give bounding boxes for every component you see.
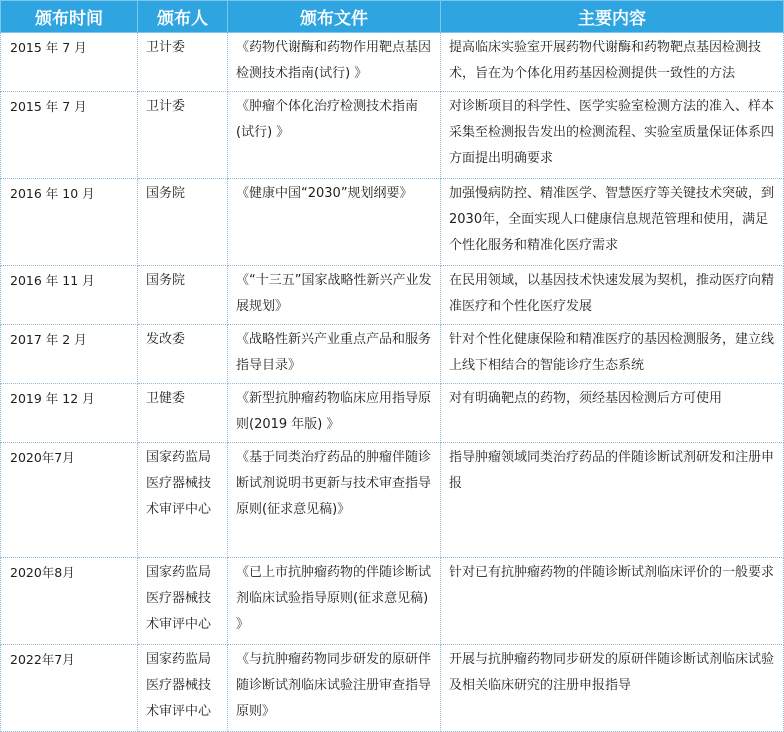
header-issuer: 颁布人 <box>138 1 228 33</box>
cell-document: 《肿瘤个体化治疗检测技术指南(试行) 》 <box>228 92 441 179</box>
cell-date: 2022年7月 <box>1 645 138 732</box>
cell-date: 2015 年 7 月 <box>1 92 138 179</box>
table-row <box>1 266 784 325</box>
cell-content: 开展与抗肿瘤药物同步研发的原研伴随诊断试剂临床试验及相关临床研究的注册申报指导 <box>441 645 784 732</box>
cell-content: 针对已有抗肿瘤药物的伴随诊断试剂临床评价的一般要求 <box>441 558 784 645</box>
table-row <box>1 33 784 92</box>
table-row <box>1 92 784 179</box>
header-content: 主要内容 <box>441 1 784 33</box>
cell-content: 对诊断项目的科学性、医学实验室检测方法的准入、样本采集至检测报告发出的检测流程、实验室质量保证体系四方面提出明确要求 <box>441 92 784 179</box>
cell-document: 《已上市抗肿瘤药物的伴随诊断试剂临床试验指导原则(征求意见稿) 》 <box>228 558 441 645</box>
cell-issuer: 卫计委 <box>138 92 228 179</box>
cell-content: 在民用领域，以基因技术快速发展为契机，推动医疗向精准医疗和个性化医疗发展 <box>441 266 784 325</box>
cell-date: 2015 年 7 月 <box>1 33 138 92</box>
cell-document: 《健康中国“2030”规划纲要》 <box>228 179 441 266</box>
cell-issuer: 发改委 <box>138 325 228 384</box>
header-date: 颁布时间 <box>1 1 138 33</box>
table-row <box>1 443 784 558</box>
cell-content: 提高临床实验室开展药物代谢酶和药物靶点基因检测技术，旨在为个体化用药基因检测提供一致性的方法 <box>441 33 784 92</box>
cell-document: 《新型抗肿瘤药物临床应用指导原则(2019 年版) 》 <box>228 384 441 443</box>
cell-issuer: 国家药监局医疗器械技术审评中心 <box>138 443 228 558</box>
cell-issuer: 国家药监局医疗器械技术审评中心 <box>138 558 228 645</box>
cell-issuer: 卫健委 <box>138 384 228 443</box>
cell-content: 加强慢病防控、精准医学、智慧医疗等关键技术突破，到 2030年，全面实现人口健康信息规范管理和使用，满足个性化服务和精准化医疗需求 <box>441 179 784 266</box>
cell-document: 《基于同类治疗药品的肿瘤伴随诊断试剂说明书更新与技术审查指导原则(征求意见稿)》 <box>228 443 441 558</box>
table-row <box>1 558 784 645</box>
cell-document: 《与抗肿瘤药物同步研发的原研伴随诊断试剂临床试验注册审查指导原则》 <box>228 645 441 732</box>
table-row <box>1 179 784 266</box>
cell-issuer: 国务院 <box>138 179 228 266</box>
header-document: 颁布文件 <box>228 1 441 33</box>
table-row <box>1 645 784 732</box>
cell-date: 2020年8月 <box>1 558 138 645</box>
cell-content: 针对个性化健康保险和精准医疗的基因检测服务，建立线上线下相结合的智能诊疗生态系统 <box>441 325 784 384</box>
header-row <box>1 1 784 33</box>
table-row <box>1 384 784 443</box>
cell-issuer: 卫计委 <box>138 33 228 92</box>
cell-date: 2016 年 11 月 <box>1 266 138 325</box>
cell-date: 2017 年 2 月 <box>1 325 138 384</box>
cell-content: 对有明确靶点的药物，须经基因检测后方可使用 <box>441 384 784 443</box>
cell-issuer: 国家药监局医疗器械技术审评中心 <box>138 645 228 732</box>
cell-document: 《战略性新兴产业重点产品和服务指导目录》 <box>228 325 441 384</box>
cell-content: 指导肿瘤领域同类治疗药品的伴随诊断试剂研发和注册申报 <box>441 443 784 558</box>
cell-document: 《药物代谢酶和药物作用靶点基因检测技术指南(试行) 》 <box>228 33 441 92</box>
cell-date: 2020年7月 <box>1 443 138 558</box>
cell-date: 2016 年 10 月 <box>1 179 138 266</box>
table-row <box>1 325 784 384</box>
cell-document: 《“十三五”国家战略性新兴产业发展规划》 <box>228 266 441 325</box>
cell-issuer: 国务院 <box>138 266 228 325</box>
cell-date: 2019 年 12 月 <box>1 384 138 443</box>
